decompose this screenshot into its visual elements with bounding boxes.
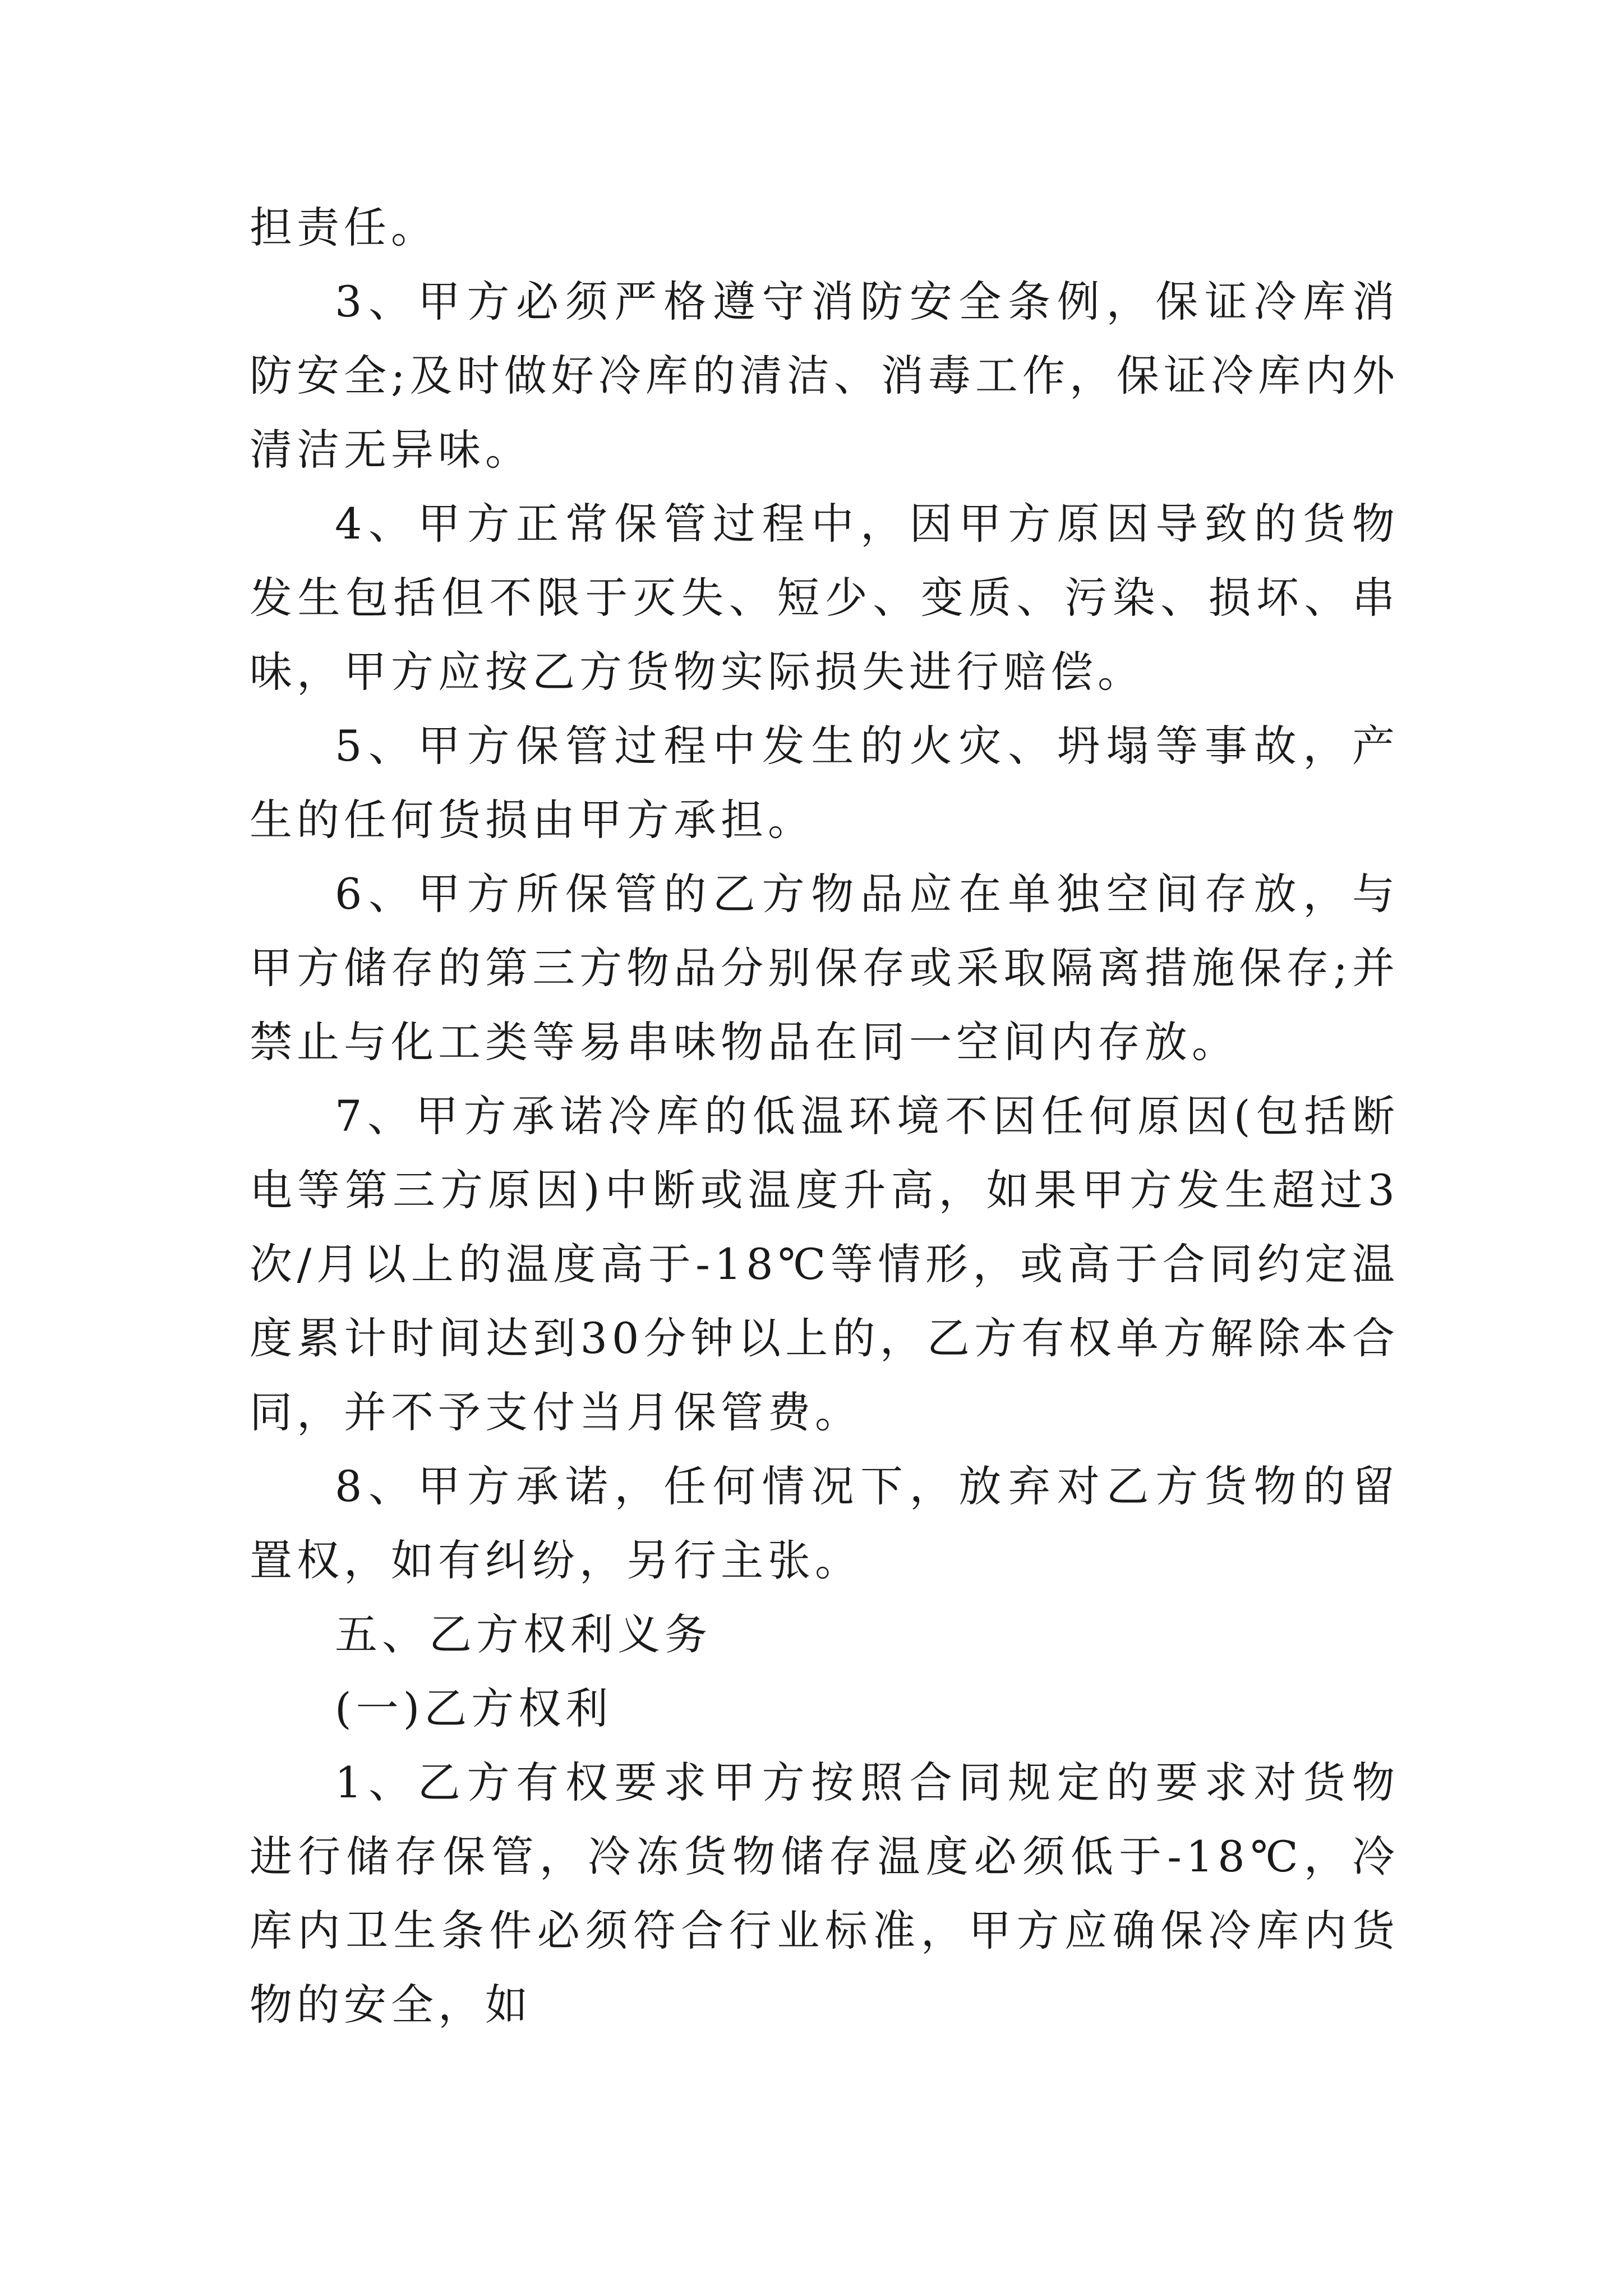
paragraph-clause-5: 5、甲方保管过程中发生的火灾、坍塌等事故，产生的任何货损由甲方承担。 [250,721,1399,845]
subsection-heading-rights: (一)乙方权利 [335,1683,613,1733]
paragraph-clause-8: 8、甲方承诺，任何情况下，放弃对乙方货物的留置权，如有纠纷，另行主张。 [250,1461,1399,1585]
document-body [250,191,1399,2042]
paragraph-clause-7: 7、甲方承诺冷库的低温环境不因任何原因(包括断电等第三方原因)中断或温度升高，如果甲方发生超过3次/月以上的温度高于-18℃等情形，或高于合同约定温度累计时间达到30分钟以上的，乙方有权单方解除本合同，并不予支付当月保管费。 [250,1091,1399,1437]
section-heading-party-b: 五、乙方权利义务 [335,1609,712,1659]
paragraph-rights-1: 1、乙方有权要求甲方按照合同规定的要求对货物进行储存保管，冷冻货物储存温度必须低于-18℃，冷库内卫生条件必须符合行业标准，甲方应确保冷库内货物的安全，如 [250,1757,1399,2030]
paragraph-clause-3: 3、甲方必须严格遵守消防安全条例，保证冷库消防安全;及时做好冷库的清洁、消毒工作，保证冷库内外清洁无异味。 [250,277,1399,475]
paragraph-continuation: 担责任。 [250,203,438,252]
paragraph-clause-6: 6、甲方所保管的乙方物品应在单独空间存放，与甲方储存的第三方物品分别保存或采取隔离措施保存;并禁止与化工类等易串味物品在同一空间内存放。 [250,869,1399,1067]
paragraph-clause-4: 4、甲方正常保管过程中，因甲方原因导致的货物发生包括但不限于灭失、短少、变质、污染、损坏、串味，甲方应按乙方货物实际损失进行赔偿。 [250,499,1399,697]
